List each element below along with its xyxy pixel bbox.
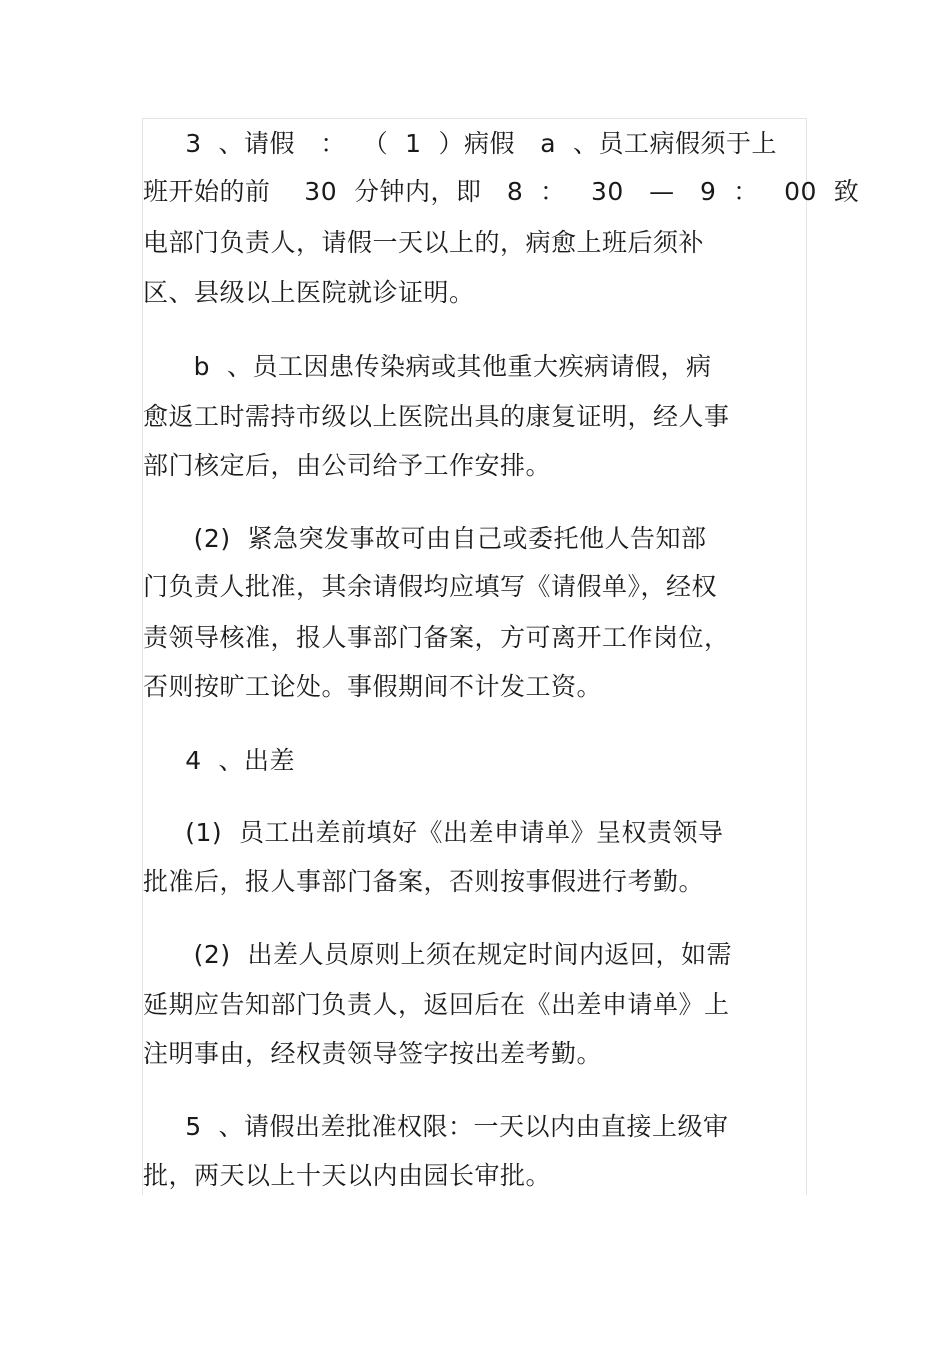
text-line: 注明事由，经权责领导签字按出差考勤。 [143, 1039, 603, 1068]
text-line: (2) 紧急突发事故可由自己或委托他人告知部 [143, 524, 707, 553]
text-line: 延期应告知部门负责人，返回后在《出差申请单》上 [143, 990, 730, 1019]
text-line: 否则按旷工论处。事假期间不计发工资。 [143, 672, 603, 701]
text-line: b 、员工因患传染病或其他重大疾病请假，病 [143, 352, 712, 381]
text-line: 3 、请假 ： （ 1 ）病假 a 、员工病假须于上 [143, 129, 778, 158]
text-line: 区、县级以上医院就诊证明。 [143, 278, 475, 307]
text-line: 门负责人批准，其余请假均应填写《请假单》，经权 [143, 572, 718, 601]
text-line: 班开始的前 30 分钟内，即 8 ： 30 — 9 ： 00 致 [143, 177, 860, 206]
text-line: 批准后，报人事部门备案，否则按事假进行考勤。 [143, 867, 705, 896]
text-line: 5 、请假出差批准权限：一天以内由直接上级审 [143, 1112, 729, 1141]
text-line: 责领导核准，报人事部门备案，方可离开工作岗位， [143, 623, 730, 652]
text-line: 批，两天以上十天以内由园长审批。 [143, 1161, 552, 1190]
text-line: 4 、出差 [143, 746, 296, 775]
text-line: 愈返工时需持市级以上医院出具的康复证明，经人事 [143, 402, 730, 431]
text-line: 部门核定后，由公司给予工作安排。 [143, 451, 552, 480]
text-line: (1) 员工出差前填好《出差申请单》呈权责领导 [143, 818, 724, 847]
text-line: (2) 出差人员原则上须在规定时间内返回，如需 [143, 940, 732, 969]
text-line: 电部门负责人，请假一天以上的，病愈上班后须补 [143, 228, 705, 257]
